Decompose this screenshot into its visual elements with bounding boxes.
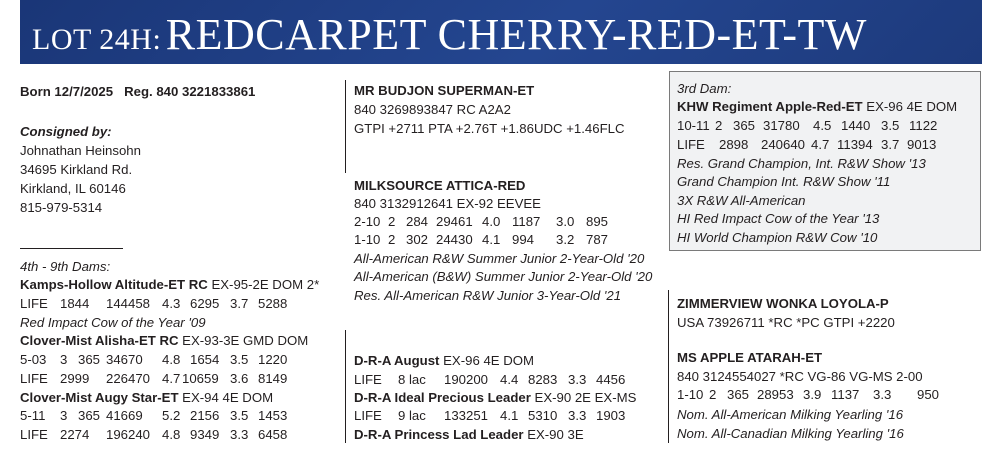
- title-banner: [20, 0, 982, 64]
- cell: 31780: [763, 118, 800, 133]
- cell: 365: [733, 118, 756, 133]
- maternal-granddam-award: Nom. All-Canadian Milking Yearling '16: [677, 426, 904, 441]
- cell: 4.4: [500, 372, 519, 387]
- sire-gtpi: GTPI +2711 PTA +2.76T +1.86UDC +1.46FLC: [354, 121, 625, 136]
- maternal-granddam-award: Nom. All-American Milking Yearling '16: [677, 407, 904, 422]
- sire-registration: 840 3269893847 RC A2A2: [354, 102, 511, 117]
- cell: 6458: [258, 427, 288, 442]
- cell: 11394: [837, 137, 873, 152]
- cell: 3.7: [881, 137, 900, 152]
- cell: 2-10: [354, 214, 381, 229]
- cell: 2: [388, 214, 396, 229]
- cell: 1122: [909, 118, 938, 133]
- cell: 3.3: [230, 427, 249, 442]
- lot-number: LOT 24H:: [32, 23, 162, 56]
- maternal-grandsire-name: ZIMMERVIEW WONKA LOYOLA-P: [677, 296, 889, 311]
- cell: 2: [709, 387, 717, 402]
- dams-label: 4th - 9th Dams:: [20, 259, 111, 274]
- dam-name: D-R-A Ideal Precious Leader: [354, 390, 531, 405]
- cell: 3.3: [873, 387, 892, 402]
- dam-name: Kamps-Hollow Altitude-ET RC: [20, 277, 208, 292]
- cell: 3.5: [230, 408, 249, 423]
- production-row: [677, 386, 947, 403]
- cell: 5-03: [20, 352, 47, 367]
- cell: 3.3: [568, 408, 587, 423]
- dam-dra-princess-lad-leader: [354, 426, 584, 443]
- production-row: [677, 117, 945, 134]
- production-row: [677, 136, 945, 153]
- dam-name: Clover-Mist Augy Star-ET: [20, 390, 179, 405]
- cell: 4.1: [500, 408, 519, 423]
- dam-kamps-hollow: [20, 276, 319, 293]
- production-row: [20, 351, 298, 368]
- production-row: [20, 295, 298, 312]
- cell: 144458: [106, 296, 151, 311]
- cell: LIFE: [20, 371, 48, 386]
- dam-award: Red Impact Cow of the Year '09: [20, 315, 206, 330]
- cell: LIFE: [354, 372, 382, 387]
- consigned-by-label: Consigned by:: [20, 124, 112, 139]
- cell: 3: [60, 408, 68, 423]
- cell: 1844: [60, 296, 90, 311]
- third-dam-award: Res. Grand Champion, Int. R&W Show '13: [677, 156, 926, 171]
- cell: 1903: [596, 408, 626, 423]
- cell: 8 lac: [398, 372, 426, 387]
- cell: 1220: [258, 352, 288, 367]
- cell: 4.5: [813, 118, 832, 133]
- pedigree-bracket-right: [668, 290, 669, 443]
- cell: 3.0: [556, 214, 575, 229]
- cell: 5-11: [20, 408, 46, 423]
- dam-name: Clover-Mist Alisha-ET RC: [20, 333, 179, 348]
- cell: 2898: [719, 137, 749, 152]
- third-dam-score: EX-96 4E DOM: [862, 99, 958, 114]
- cell: 4.3: [162, 296, 181, 311]
- cell: 226470: [106, 371, 151, 386]
- production-row: [354, 213, 616, 230]
- third-dam-award: 3X R&W All-American: [677, 193, 806, 208]
- cell: 5288: [258, 296, 288, 311]
- cell: 3.3: [568, 372, 587, 387]
- cell: 787: [586, 232, 609, 247]
- cell: 950: [917, 387, 940, 402]
- cell: 994: [512, 232, 535, 247]
- born-date: Born 12/7/2025: [20, 84, 114, 99]
- consignor-phone: 815-979-5314: [20, 200, 103, 215]
- cell: 4.0: [482, 214, 501, 229]
- cell: 9 lac: [398, 408, 426, 423]
- dam-registration: 840 3132912641 EX-92 EEVEE: [354, 196, 541, 211]
- cell: 1440: [841, 118, 871, 133]
- third-dam-header: [677, 98, 957, 115]
- dam-score: EX-95-2E DOM 2*: [207, 277, 320, 292]
- pedigree-bracket-dam: [345, 330, 346, 443]
- third-dam-label: 3rd Dam:: [677, 81, 732, 96]
- cell: 1187: [512, 214, 541, 229]
- cell: 10659: [182, 371, 219, 386]
- registration-number: Reg. 840 3221833861: [124, 84, 256, 99]
- production-row: [20, 426, 298, 443]
- divider-rule: [20, 248, 123, 249]
- cell: 133251: [444, 408, 489, 423]
- sire-name: MR BUDJON SUPERMAN-ET: [354, 83, 535, 98]
- cell: 190200: [444, 372, 489, 387]
- cell: 1137: [831, 387, 860, 402]
- cell: 34670: [106, 352, 143, 367]
- cell: 1-10: [354, 232, 381, 247]
- consignor-city: Kirkland, IL 60146: [20, 181, 126, 196]
- cell: 365: [78, 408, 101, 423]
- dam-dra-august: [354, 352, 534, 369]
- cell: 3.7: [230, 296, 249, 311]
- dam-clover-mist-augy-star: [20, 389, 273, 406]
- cell: 9013: [907, 137, 937, 152]
- dam-award: All-American R&W Summer Junior 2-Year-Old '20: [354, 251, 645, 266]
- dam-name: MILKSOURCE ATTICA-RED: [354, 178, 526, 193]
- cell: 4.1: [482, 232, 501, 247]
- cell: 365: [727, 387, 750, 402]
- cell: 365: [78, 352, 101, 367]
- maternal-granddam-name: MS APPLE ATARAH-ET: [677, 350, 823, 365]
- cell: 3.6: [230, 371, 249, 386]
- dam-name: D-R-A Princess Lad Leader: [354, 427, 524, 442]
- cell: 29461: [436, 214, 473, 229]
- dam-award: All-American (B&W) Summer Junior 2-Year-Old '20: [354, 269, 653, 284]
- cell: 41669: [106, 408, 143, 423]
- production-row: [354, 407, 636, 424]
- dam-clover-mist-alisha: [20, 332, 308, 349]
- cell: 302: [406, 232, 429, 247]
- third-dam-award: HI World Champion R&W Cow '10: [677, 230, 878, 245]
- cell: 1453: [258, 408, 288, 423]
- cell: 9349: [190, 427, 220, 442]
- dam-score: EX-90 2E EX-MS: [530, 390, 637, 405]
- production-row: [354, 371, 636, 388]
- cell: 4.7: [162, 371, 181, 386]
- cell: 196240: [106, 427, 151, 442]
- cell: LIFE: [20, 427, 48, 442]
- cell: 2999: [60, 371, 90, 386]
- cell: 4.8: [162, 352, 181, 367]
- third-dam-name: KHW Regiment Apple-Red-ET: [677, 99, 863, 114]
- cell: 895: [586, 214, 609, 229]
- cell: 1-10: [677, 387, 704, 402]
- dam-name: D-R-A August: [354, 353, 440, 368]
- cell: 8283: [528, 372, 558, 387]
- cell: 3: [60, 352, 68, 367]
- cell: LIFE: [20, 296, 48, 311]
- cell: 6295: [190, 296, 220, 311]
- cell: 3.5: [881, 118, 900, 133]
- birth-reg-line: [20, 83, 255, 100]
- maternal-grandsire-registration: USA 73926711 *RC *PC GTPI +2220: [677, 315, 895, 330]
- production-row: [354, 231, 616, 248]
- cell: 4456: [596, 372, 626, 387]
- production-row: [20, 407, 298, 424]
- cell: LIFE: [354, 408, 382, 423]
- cell: 3.5: [230, 352, 249, 367]
- pedigree-bracket-sire: [345, 80, 346, 173]
- cell: 3.2: [556, 232, 575, 247]
- cell: 3.9: [803, 387, 822, 402]
- cell: 2: [715, 118, 723, 133]
- third-dam-award: Grand Champion Int. R&W Show '11: [677, 174, 891, 189]
- dam-score: EX-96 4E DOM: [439, 353, 535, 368]
- dam-score: EX-93-3E GMD DOM: [178, 333, 309, 348]
- cell: LIFE: [677, 137, 705, 152]
- cell: 2: [388, 232, 396, 247]
- third-dam-award: HI Red Impact Cow of the Year '13: [677, 211, 880, 226]
- cell: 8149: [258, 371, 288, 386]
- dam-score: EX-90 3E: [523, 427, 584, 442]
- production-row: [20, 370, 298, 387]
- cell: 5310: [528, 408, 558, 423]
- cell: 5.2: [162, 408, 181, 423]
- dam-score: EX-94 4E DOM: [178, 390, 274, 405]
- cell: 2156: [190, 408, 220, 423]
- cell: 10-11: [677, 118, 710, 133]
- cell: 24430: [436, 232, 473, 247]
- consignor-name: Johnathan Heinsohn: [20, 143, 141, 158]
- cell: 284: [406, 214, 429, 229]
- cell: 28953: [757, 387, 794, 402]
- cell: 240640: [761, 137, 806, 152]
- dam-award: Res. All-American R&W Junior 3-Year-Old '21: [354, 288, 622, 303]
- cell: 4.7: [811, 137, 830, 152]
- cell: 4.8: [162, 427, 181, 442]
- cell: 1654: [190, 352, 220, 367]
- maternal-granddam-registration: 840 3124554027 *RC VG-86 VG-MS 2-00: [677, 369, 923, 384]
- animal-name: REDCARPET CHERRY-RED-ET-TW: [165, 10, 867, 59]
- consignor-street: 34695 Kirkland Rd.: [20, 162, 133, 177]
- dam-dra-ideal-precious-leader: [354, 389, 636, 406]
- cell: 2274: [60, 427, 90, 442]
- lot-title: [32, 9, 867, 60]
